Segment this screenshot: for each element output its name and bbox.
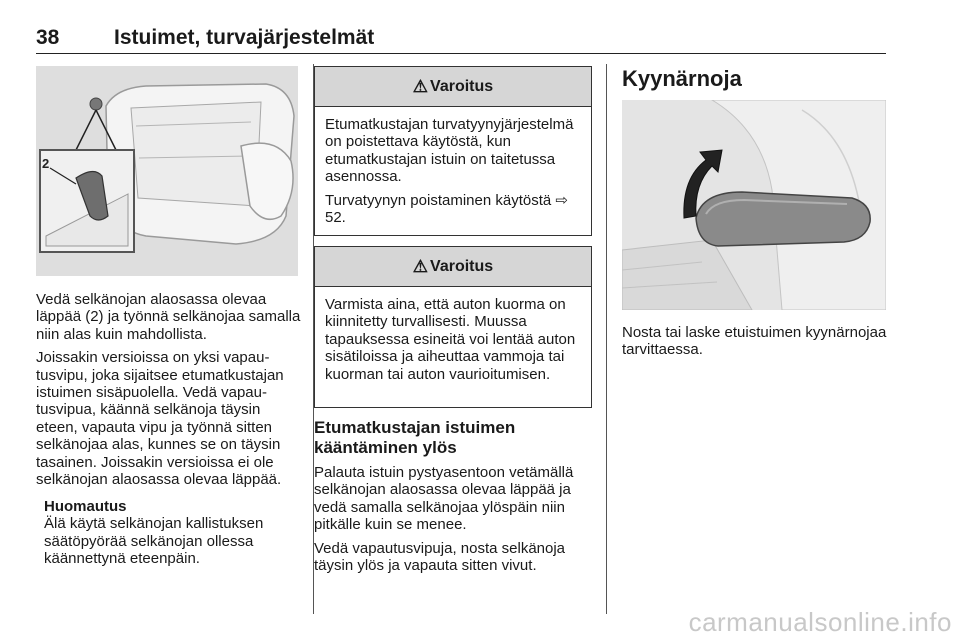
warning-text: Etumatkustajan turvatyynyjärjestelmä on poistettava käytöstä, kun etumatkustajan istuin on taitetussa asennossa. [325, 116, 574, 186]
warning-header [315, 67, 591, 107]
section-heading: Kyynärnoja [622, 66, 742, 91]
section-subheading: Etumatkustajan istuimen kääntäminen ylös [314, 418, 516, 457]
warning-body [315, 287, 591, 391]
warning-title: Varoitus [430, 257, 494, 275]
right-column-text [622, 324, 890, 365]
note-title: Huomautus [44, 498, 127, 515]
paragraph: Nosta tai laske etuistuimen kyynärnojaa tarvittaessa. [622, 324, 887, 359]
paragraph: Vedä vapautusvipuja, nosta selkänoja täysin ylös ja vapauta sitten vivut. [314, 539, 566, 575]
paragraph: Joissakin versioissa on yksi vapautusvipu, joka sijaitsee etumatkustajan istuimen sisäpuolella. Vedä vapautusvipua, käännä selkänoja täysin eteen, vapauta vipu ja työnnä sitten selkänojaa alas, kunnes se on täysin tasainen. Joissakin versioissa ei ole selkänojan alaosassa olevaa läppää. [36, 349, 284, 489]
paragraph: Vedä selkänojan alaosassa olevaa läppää (2) ja työnnä selkänojaa samalla niin alas kuin mahdollista. [36, 291, 301, 343]
left-column-text [36, 291, 304, 494]
warning-box-airbag [314, 66, 592, 236]
warning-triangle-icon: ⚠ [412, 76, 429, 96]
paragraph: Palauta istuin pystyasentoon vetämällä selkänojan alaosassa olevaa läppää ja vedä samalla selkänojaa ylöspäin niin pitkälle kuin se menee. [314, 464, 574, 534]
warning-reference: Turvatyynyn poistaminen käytöstä ⇨ 52. [325, 191, 568, 227]
warning-box-cargo [314, 246, 592, 408]
note-box [44, 498, 306, 568]
seat-lever-drawing [36, 66, 298, 276]
chapter-title: Istuimet, turvajärjestelmät [114, 26, 375, 49]
warning-title: Varoitus [430, 77, 494, 95]
middle-column-text [314, 464, 594, 580]
page-number: 38 [36, 26, 60, 49]
page-header [36, 22, 886, 54]
warning-text: Varmista aina, että auton kuorma on kiinnitetty turvallisesti. Muussa tapauksessa esineitä voi lentää auton sisätiloissa ja aiheuttaa vammoja tai kuorman tai auton vaurioitumisen. [325, 296, 576, 383]
column-divider-right [606, 64, 607, 614]
seat-lever-illustration [36, 66, 298, 276]
warning-triangle-icon: ⚠ [412, 256, 429, 276]
note-text: Älä käytä selkänojan kallistuksen säätöpyörää selkänojan ollessa käännettynä eteenpäin. [44, 515, 264, 568]
armrest-drawing [622, 100, 886, 310]
watermark: carmanualsonline.info [688, 607, 952, 637]
warning-header [315, 247, 591, 287]
callout-label: 2 [42, 156, 50, 171]
warning-body [315, 107, 591, 234]
armrest-illustration [622, 100, 886, 310]
